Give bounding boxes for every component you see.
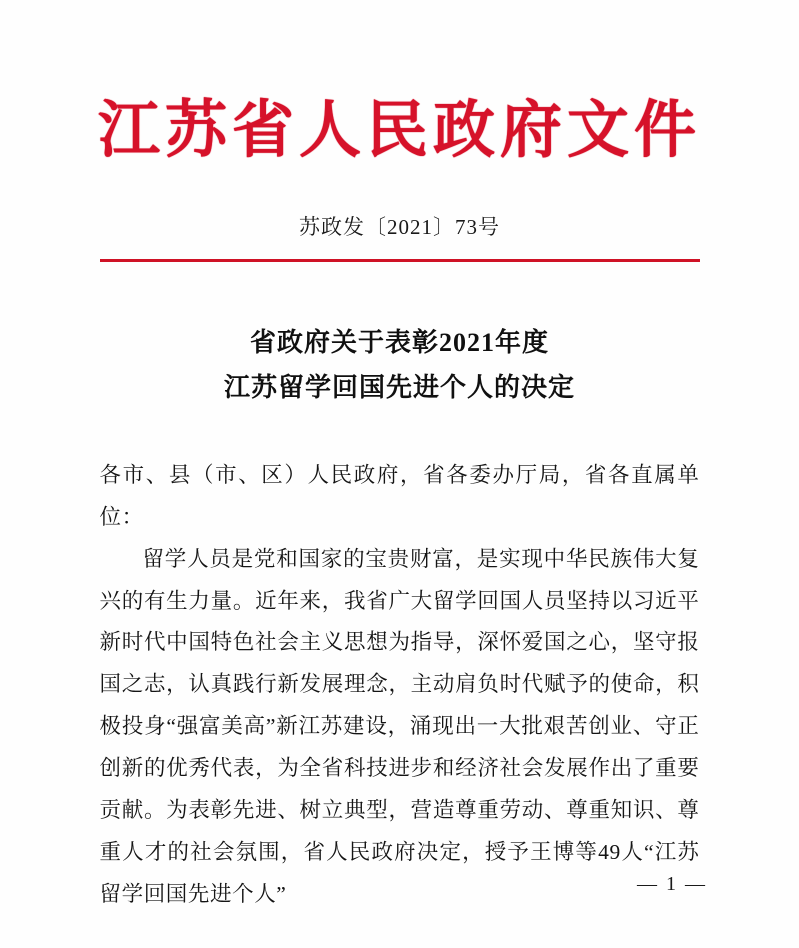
document-number: 苏政发〔2021〕73号 [299, 215, 500, 240]
page-number: — 1 — [637, 873, 707, 895]
document-body [100, 455, 700, 916]
document-title-line-2: 江苏留学回国先进个人的决定 [223, 373, 575, 403]
document-title [0, 320, 799, 411]
masthead-title: 江苏省人民政府文件 [97, 97, 701, 165]
red-divider-rule [100, 259, 700, 262]
masthead [0, 0, 799, 167]
body-paragraph-1: 留学人员是党和国家的宝贵财富，是实现中华民族伟大复兴的有生力量。近年来，我省广大留学回国人员坚持以习近平新时代中国特色社会主义思想为指导，深怀爱国之心，坚守报国之志，认真践行新发展理念，主动肩负时代赋予的使命，积极投身“强富美高”新江苏建设，涌现出一大批艰苦创业、守正创新的优秀代表，为全省科技进步和经济社会发展作出了重要贡献。为表彰先进、树立典型，营造尊重劳动、尊重知识、尊重人才的社会氛围，省人民政府决定，授予王博等49人“江苏留学回国先进个人” [99, 546, 700, 907]
salutation-line: 各市、县（市、区）人民政府，省各委办厅局，省各直属单位： [99, 462, 700, 529]
document-title-line-1: 省政府关于表彰2021年度 [249, 327, 549, 357]
